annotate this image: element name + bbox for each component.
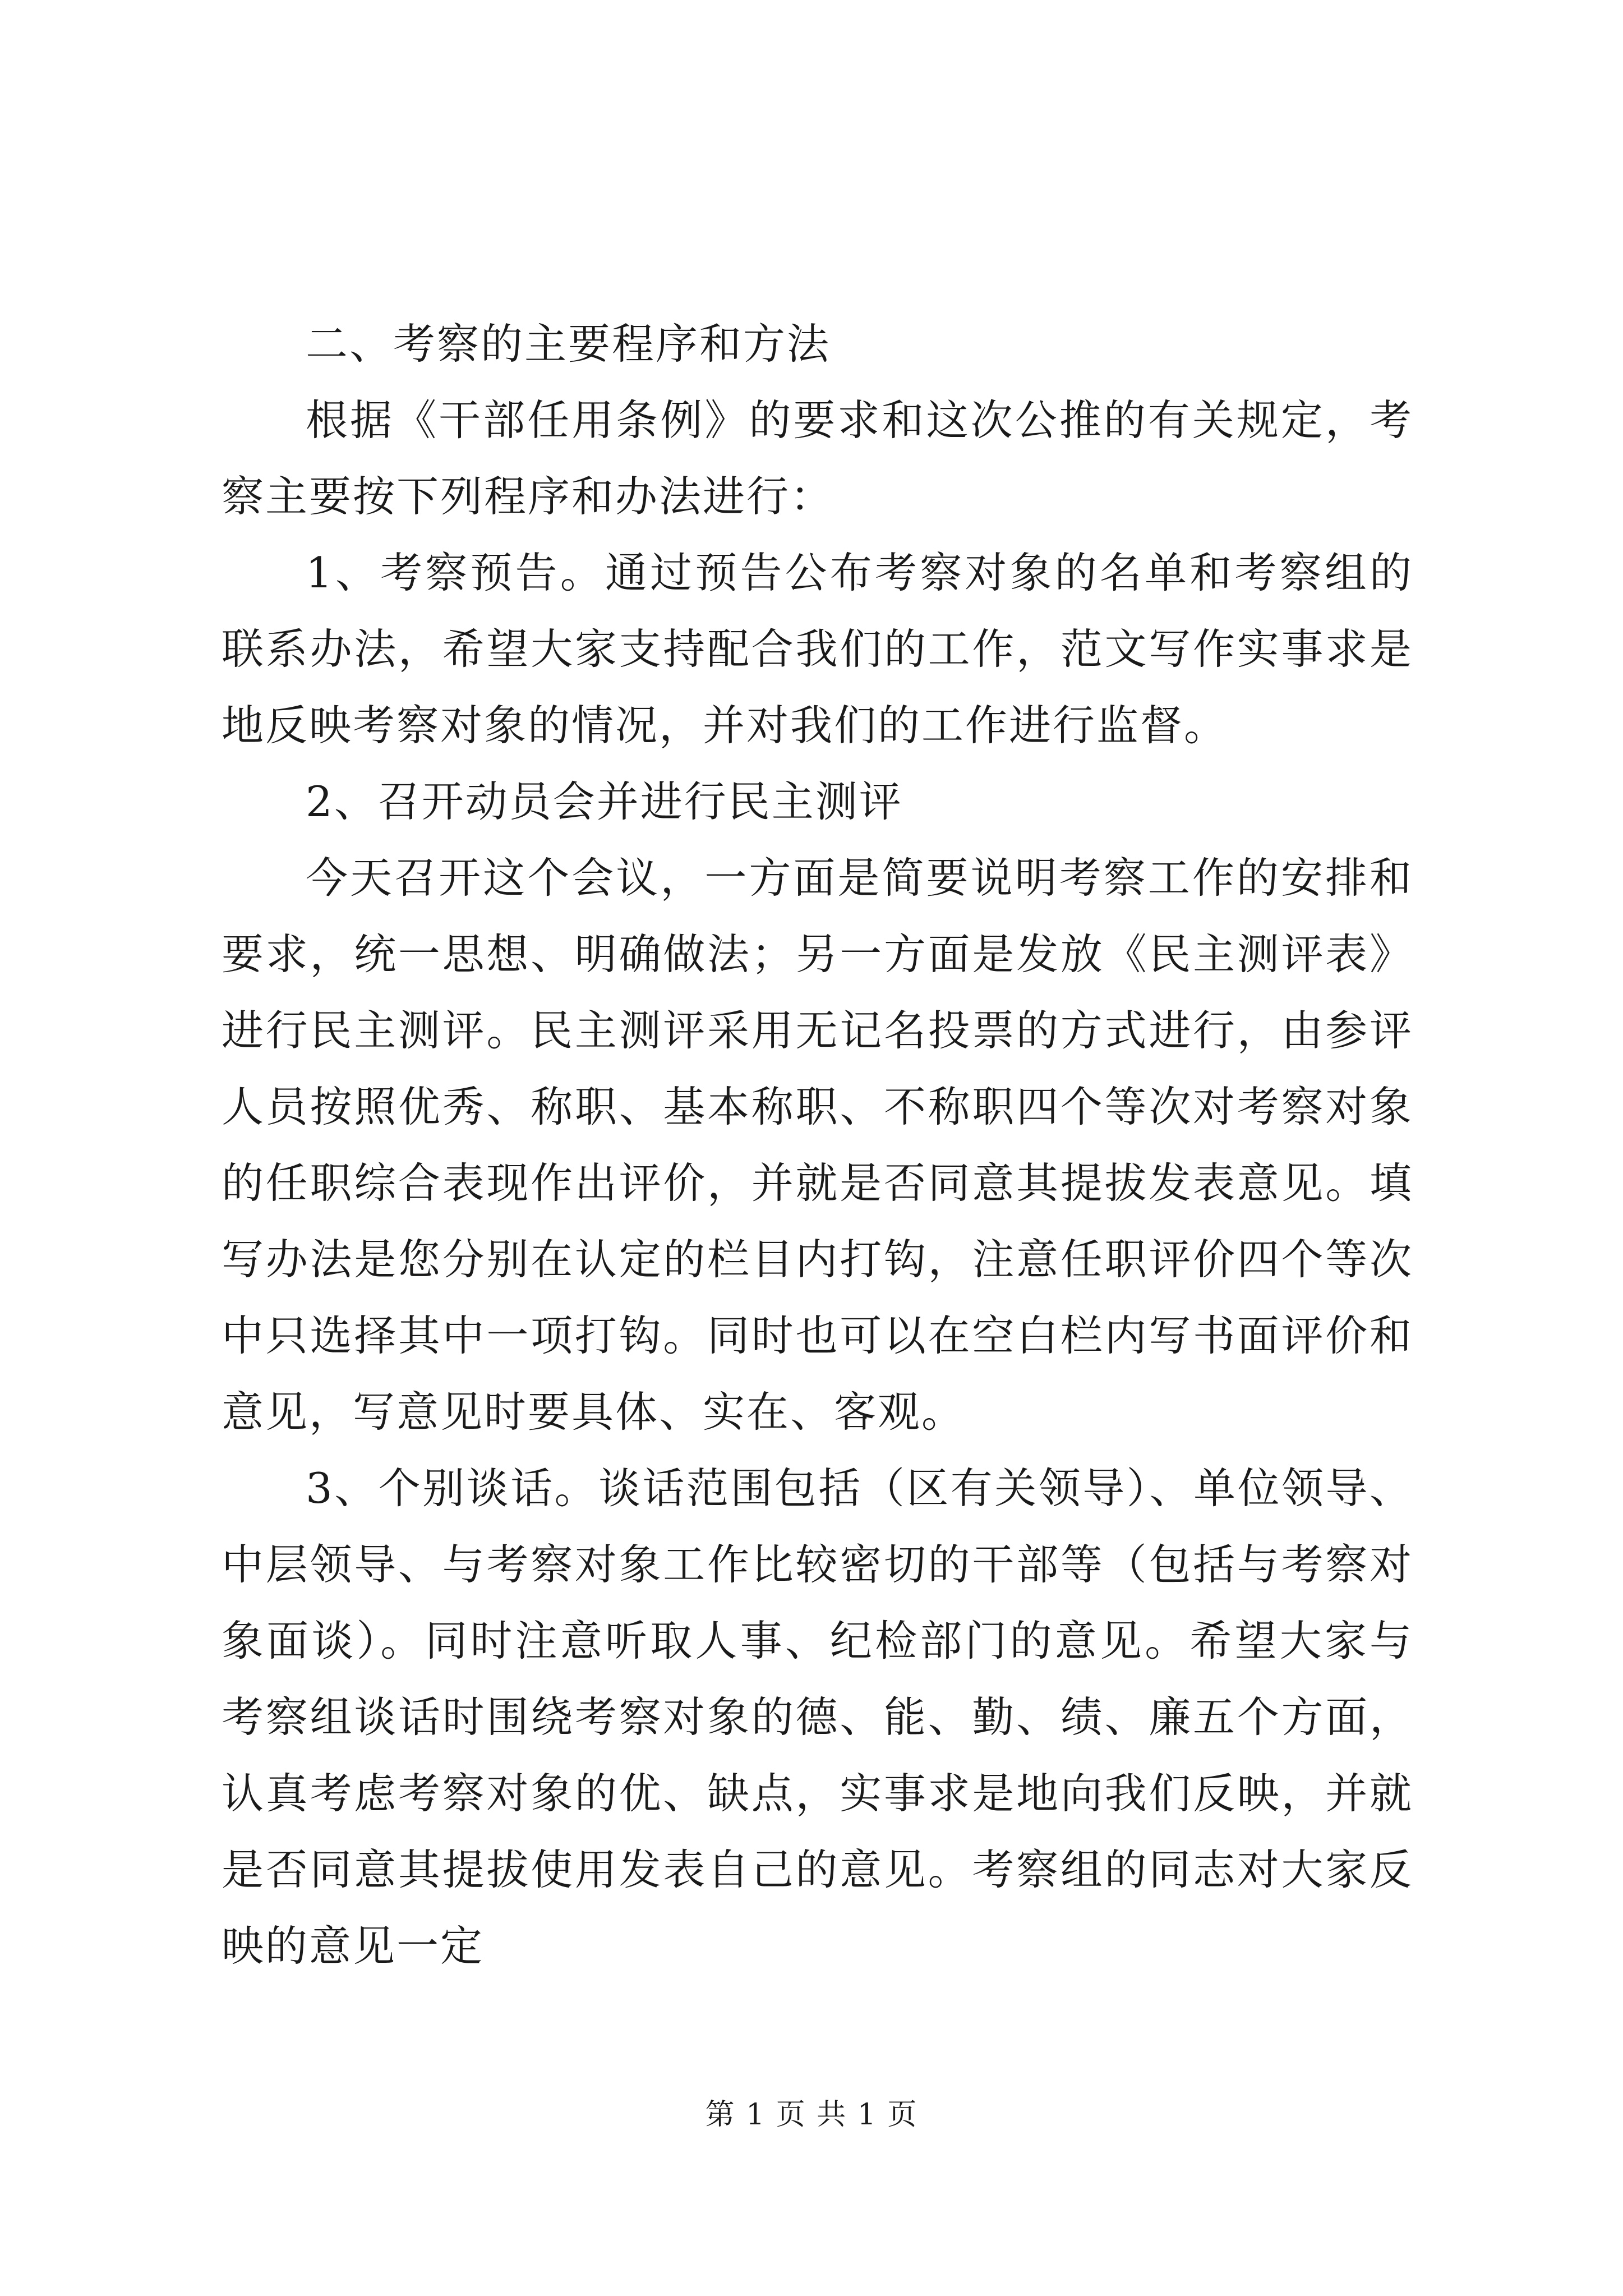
paragraph-step-2-body: 今天召开这个会议，一方面是简要说明考察工作的安排和要求，统一思想、明确做法；另一方面是发放《民主测评表》进行民主测评。民主测评采用无记名投票的方式进行，由参评人员按照优秀、称职、基本称职、不称职四个等次对考察对象的任职综合表现作出评价，并就是否同意其提拔发表意见。填写办法是您分别在认定的栏目内打钩，注意任职评价四个等次中只选择其中一项打钩。同时也可以在空白栏内写书面评价和意见，写意见时要具体、实在、客观。 [222,853,1413,1437]
section-heading: 二、考察的主要程序和方法 [306,319,831,369]
paragraph-step-3: 3、个别谈话。谈话范围包括（区有关领导）、单位领导、中层领导、与考察对象工作比较密切的干部等（包括与考察对象面谈）。同时注意听取人事、纪检部门的意见。希望大家与考察组谈话时围绕考察对象的德、能、勤、绩、廉五个方面，认真考虑考察对象的优、缺点，实事求是地向我们反映，并就是否同意其提拔使用发表自己的意见。考察组的同志对大家反映的意见一定 [222,1464,1413,1971]
paragraph-intro: 根据《干部任用条例》的要求和这次公推的有关规定，考察主要按下列程序和办法进行： [222,395,1413,521]
document-body [222,306,1413,1984]
paragraph-step-2-heading: 2、召开动员会并进行民主测评 [306,777,903,826]
page-footer: 第 1 页 共 1 页 [705,2098,918,2132]
paragraph-step-1: 1、考察预告。通过预告公布考察对象的名单和考察组的联系办法，希望大家支持配合我们的工作，范文写作实事求是地反映考察对象的情况，并对我们的工作进行监督。 [222,548,1413,750]
